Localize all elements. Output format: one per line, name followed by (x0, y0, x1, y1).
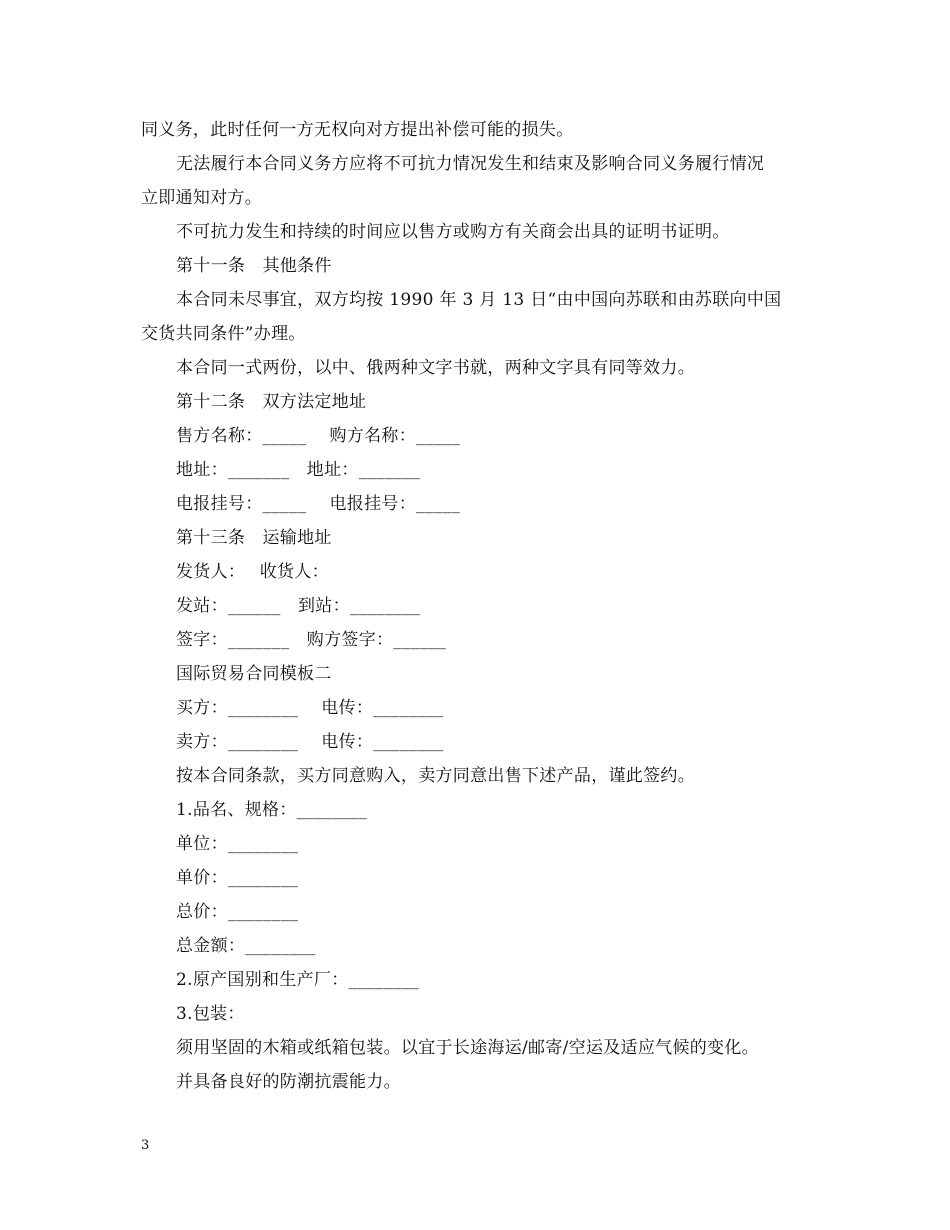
text-line: 须用坚固的木箱或纸箱包装。以宜于长途海运/邮寄/空运及适应气候的变化。 (176, 1038, 759, 1058)
form-field-line: 1.品名、规格：________ (176, 800, 368, 820)
form-field-line: 发货人： 收货人： (176, 562, 329, 582)
form-field-line: 卖方：________ 电传：________ (176, 732, 444, 752)
form-field-line: 发站：______ 到站：________ (176, 596, 421, 616)
text-line: 不可抗力发生和持续的时间应以售方或购方有关商会出具的证明书证明。 (176, 222, 730, 242)
section-heading: 国际贸易合同模板二 (176, 664, 332, 684)
section-heading: 第十三条 运输地址 (176, 528, 332, 548)
text-line: 无法履行本合同义务方应将不可抗力情况发生和结束及影响合同义务履行情况 (176, 154, 765, 174)
form-field-line: 售方名称：_____ 购方名称：_____ (176, 426, 461, 446)
section-heading: 第十二条 双方法定地址 (176, 392, 367, 412)
form-field-line: 2.原产国别和生产厂：________ (176, 970, 419, 990)
form-field-line: 总价：________ (176, 902, 299, 922)
form-field-line: 单位：________ (176, 834, 299, 854)
form-field-line: 总金额：________ (176, 936, 316, 956)
text-line: 同义务，此时任何一方无权向对方提出补偿可能的损失。 (141, 120, 574, 140)
text-line: 交货共同条件”办理。 (141, 324, 306, 344)
page-number: 3 (141, 1138, 150, 1153)
section-heading: 第十一条 其他条件 (176, 256, 332, 276)
text-line: 并具备良好的防潮抗震能力。 (176, 1072, 401, 1092)
text-line: 3.包装： (176, 1004, 245, 1024)
form-field-line: 地址：_______ 地址：_______ (176, 460, 421, 480)
text-line: 立即通知对方。 (141, 188, 263, 208)
text-line: 本合同未尽事宜，双方均按 1990 年 3 月 13 日“由中国向苏联和由苏联向中国 (176, 290, 782, 310)
text-line: 按本合同条款，买方同意购入，卖方同意出售下述产品，谨此签约。 (176, 766, 695, 786)
form-field-line: 签字：_______ 购方签字：______ (176, 630, 447, 650)
form-field-line: 电报挂号：_____ 电报挂号：_____ (176, 494, 461, 514)
form-field-line: 单价：________ (176, 868, 299, 888)
form-field-line: 买方：________ 电传：________ (176, 698, 444, 718)
text-line: 本合同一式两份，以中、俄两种文字书就，两种文字具有同等效力。 (176, 358, 695, 378)
